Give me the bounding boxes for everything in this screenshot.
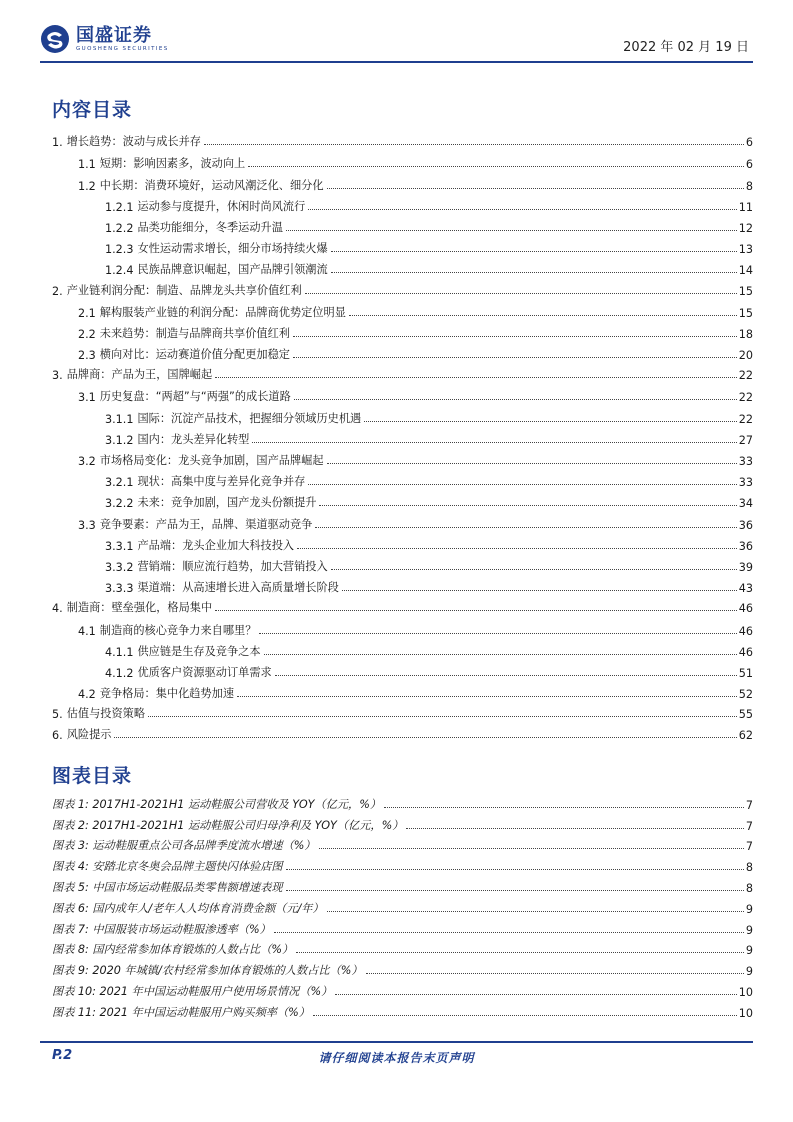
toc-entry[interactable] [52, 447, 753, 468]
toc-entry-label: 未来趋势：制造与品牌商共享价值红利 [99, 326, 290, 340]
toc-entry-label: 历史复盘：“两超”与“两强”的成长道路 [99, 390, 291, 404]
dot-leader [305, 293, 737, 294]
toc-entry-page: 18 [738, 327, 753, 341]
toc-entry-page: 46 [738, 645, 753, 659]
report-date: 2022 年 02 月 19 日 [623, 40, 749, 55]
toc-entry-page: 6 [745, 158, 753, 172]
toc-entry-page: 34 [738, 497, 753, 511]
toc-entry-number: 2.1 [78, 306, 96, 320]
dot-leader [327, 463, 737, 464]
toc-entry-label: 估值与投资策略 [66, 707, 146, 721]
toc-entry-number: 3. [52, 369, 63, 383]
toc-entry-page: 36 [738, 539, 753, 553]
toc-entry[interactable] [52, 299, 753, 320]
figure-list [52, 791, 753, 1020]
toc-entry-number: 4.1.1 [105, 645, 134, 659]
toc-entry[interactable] [52, 214, 753, 235]
toc-entry-label: 竞争格局：集中化趋势加速 [99, 687, 235, 701]
toc-entry[interactable] [52, 320, 753, 341]
toc-entry-label: 竞争要素：产品为王，品牌、渠道驱动竞争 [99, 517, 313, 531]
dot-leader [286, 869, 744, 870]
figure-entry-page: 9 [745, 902, 753, 916]
toc-entry-page: 46 [738, 602, 753, 616]
toc-entry[interactable] [52, 256, 753, 277]
figure-entry[interactable] [52, 916, 753, 937]
figure-entry-label: 图表 7: 中国服装市场运动鞋服渗透率（%） [52, 922, 271, 936]
toc-entry-label: 市场格局变化：龙头竞争加剧，国产品牌崛起 [99, 454, 324, 467]
toc-entry-page: 46 [738, 624, 753, 638]
toc-entry-label: 短期：影响因素多，波动向上 [99, 157, 246, 171]
figure-entry-label: 图表 8: 国内经常参加体育锻炼的人数占比（%） [52, 943, 294, 957]
toc-entry-label: 品类功能细分，冬季运动升温 [137, 220, 283, 234]
dot-leader [331, 569, 737, 570]
toc-entry[interactable] [52, 129, 753, 150]
dot-leader [366, 973, 744, 974]
toc-entry-number: 4.1 [78, 624, 96, 638]
figure-entry[interactable] [52, 895, 753, 916]
dot-leader [327, 188, 744, 189]
toc-entry-number: 1.2.4 [105, 264, 134, 278]
toc-entry-number: 3.2.1 [105, 476, 134, 490]
figure-entry-page: 7 [745, 798, 753, 812]
toc-entry-label: 营销端：顺应流行趋势，加大营销投入 [137, 559, 328, 573]
toc-entry-number: 2. [52, 284, 63, 298]
toc-entry-page: 11 [738, 200, 753, 214]
toc-entry-number: 4.2 [78, 688, 96, 702]
toc-entry-page: 22 [738, 369, 753, 383]
toc-entry-page: 22 [738, 391, 753, 405]
toc-entry-page: 55 [738, 708, 753, 722]
toc-entry-page: 33 [738, 476, 753, 490]
dot-leader [264, 654, 737, 655]
toc-entry-page: 13 [738, 243, 753, 257]
toc-entry-page: 33 [738, 455, 753, 468]
figure-entry-label: 图表 11: 2021 年中国运动鞋服用户购买频率（%） [52, 1005, 310, 1019]
dot-leader [215, 377, 737, 378]
dot-leader [252, 442, 736, 443]
dot-leader [114, 737, 736, 738]
dot-leader [274, 932, 744, 933]
figure-entry-page: 10 [738, 985, 753, 999]
page-number: P.2 [52, 1048, 73, 1063]
toc-entry[interactable] [52, 489, 753, 510]
toc-entry-number: 1.2.2 [105, 221, 134, 235]
toc-entry-page: 20 [738, 349, 753, 363]
figure-entry-label: 图表 3: 运动鞋服重点公司各品牌季度流水增速（%） [52, 839, 316, 853]
toc-entry-number: 3.2 [78, 455, 96, 468]
figure-entry[interactable] [52, 853, 753, 874]
dot-leader [294, 399, 737, 400]
toc-entry[interactable] [52, 341, 753, 362]
dot-leader [349, 315, 737, 316]
toc-entry-page: 51 [738, 666, 753, 680]
figure-entry-label: 图表 6: 国内成年人/老年人人均体育消费金额（元/年） [52, 901, 324, 915]
toc-entry-label: 运动参与度提升，休闲时尚风流行 [137, 199, 306, 213]
toc-entry-page: 12 [738, 221, 753, 235]
dot-leader [296, 952, 744, 953]
toc-entry-label: 国内：龙头差异化转型 [137, 432, 250, 446]
toc-entry-number: 3.3.1 [105, 539, 134, 553]
toc-entry[interactable] [52, 616, 753, 637]
guosheng-logo-icon [40, 24, 70, 54]
toc-entry[interactable] [52, 468, 753, 489]
toc-entry-number: 3.2.2 [105, 497, 134, 511]
dot-leader [319, 505, 736, 506]
figure-entry-page: 9 [745, 944, 753, 958]
dot-leader [342, 590, 737, 591]
dot-leader [275, 675, 737, 676]
page-header [0, 0, 793, 70]
figure-entry-label: 图表 2: 2017H1-2021H1 运动鞋服公司归母净利及 YOY（亿元，%） [52, 818, 404, 832]
header-divider [40, 61, 753, 63]
toc-entry[interactable] [52, 510, 753, 531]
figure-entry[interactable] [52, 812, 753, 833]
toc-entry-label: 未来：竞争加剧，国产龙头份额提升 [137, 496, 317, 510]
toc-entry-page: 52 [738, 688, 753, 702]
toc-entry[interactable] [52, 680, 753, 701]
toc-entry[interactable] [52, 404, 753, 425]
toc-entry-number: 1. [52, 136, 63, 150]
toc-entry-page: 15 [738, 306, 753, 320]
toc-entry-label: 产品端：龙头企业加大科技投入 [137, 538, 295, 552]
toc-entry-number: 1.1 [78, 158, 96, 172]
figure-list-title: 图表目录 [52, 765, 133, 787]
footer-disclaimer: 请仔细阅读本报告末页声明 [318, 1051, 475, 1065]
dot-leader [331, 251, 737, 252]
toc-entry-page: 43 [738, 582, 753, 596]
toc-entry[interactable] [52, 574, 753, 595]
dot-leader [286, 890, 744, 891]
toc-entry-number: 3.1 [78, 391, 96, 405]
toc-entry-label: 制造商：壁垒强化，格局集中 [66, 601, 213, 615]
figure-entry[interactable] [52, 999, 753, 1020]
dot-leader [308, 209, 736, 210]
dot-leader [237, 696, 737, 697]
figure-entry-label: 图表 5: 中国市场运动鞋服品类零售额增速表现 [52, 880, 283, 894]
dot-leader [293, 357, 737, 358]
brand-name-en: GUOSHENG SECURITIES [76, 45, 169, 52]
toc-entry[interactable] [52, 722, 753, 743]
toc-entry[interactable] [52, 171, 753, 192]
figure-entry-label: 图表 4: 安踏北京冬奥会品牌主题快闪体验店图 [52, 860, 283, 874]
toc-entry-label: 风险提示 [66, 728, 112, 742]
dot-leader [406, 828, 743, 829]
figure-entry-page: 7 [745, 840, 753, 854]
dot-leader [308, 484, 736, 485]
toc-entry-label: 女性运动需求增长，细分市场持续火爆 [137, 242, 328, 256]
toc-entry[interactable] [52, 362, 753, 383]
dot-leader [364, 421, 737, 422]
dot-leader [327, 911, 744, 912]
toc-entry-label: 产业链利润分配：制造、品牌龙头共享价值红利 [66, 283, 302, 297]
toc-entry-label: 现状：高集中度与差异化竞争并存 [137, 475, 306, 489]
toc-entry-number: 3.3 [78, 518, 96, 532]
figure-entry-label: 图表 9: 2020 年城镇/农村经常参加体育锻炼的人数占比（%） [52, 964, 363, 978]
toc-entry-number: 4. [52, 602, 63, 616]
toc-entry[interactable] [52, 659, 753, 680]
toc-entry-number: 3.3.3 [105, 582, 134, 596]
figure-entry-page: 9 [745, 965, 753, 979]
toc-entry[interactable] [52, 277, 753, 298]
figure-entry-label: 图表 10: 2021 年中国运动鞋服用户使用场景情况（%） [52, 984, 333, 998]
dot-leader [215, 610, 737, 611]
toc-entry-label: 供应链是生存及竞争之本 [137, 644, 261, 658]
toc-entry[interactable] [52, 638, 753, 659]
figure-entry-page: 8 [745, 881, 753, 895]
figure-entry-page: 8 [745, 861, 753, 875]
toc-entry-number: 3.3.2 [105, 560, 134, 574]
dot-leader [331, 272, 737, 273]
toc-entry-page: 15 [738, 284, 753, 298]
toc-entry-label: 中长期：消费环境好，运动风潮泛化、细分化 [99, 178, 324, 192]
dot-leader [313, 1015, 737, 1016]
toc-entry-number: 1.2 [78, 179, 96, 193]
toc-entry-label: 制造商的核心竞争力来自哪里？ [99, 623, 257, 637]
toc-entry[interactable] [52, 150, 753, 171]
toc-entry-page: 14 [738, 264, 753, 278]
toc-entry-number: 3.1.1 [105, 412, 134, 426]
toc-entry-page: 22 [738, 412, 753, 426]
toc-entry-page: 39 [738, 560, 753, 574]
toc-entry-label: 民族品牌意识崛起，国产品牌引领潮流 [137, 263, 328, 277]
toc-entry[interactable] [52, 595, 753, 616]
toc-entry[interactable] [52, 426, 753, 447]
dot-leader [297, 548, 737, 549]
figure-entry-label: 图表 1: 2017H1-2021H1 运动鞋服公司营收及 YOY（亿元，%） [52, 797, 382, 811]
toc-entry-label: 品牌商：产品为王，国牌崛起 [66, 368, 213, 382]
dot-leader [319, 848, 744, 849]
toc-entry-label: 优质客户资源驱动订单需求 [137, 665, 272, 679]
toc-entry[interactable] [52, 383, 753, 404]
toc-entry-page: 8 [745, 179, 753, 193]
dot-leader [248, 166, 744, 167]
toc-entry[interactable] [52, 193, 753, 214]
toc-entry[interactable] [52, 235, 753, 256]
dot-leader [148, 716, 737, 717]
figure-entry[interactable] [52, 833, 753, 854]
toc-entry-number: 3.1.2 [105, 433, 134, 447]
toc-entry-number: 2.3 [78, 349, 96, 363]
dot-leader [335, 994, 736, 995]
toc-entry-page: 62 [738, 729, 753, 743]
figure-entry[interactable] [52, 957, 753, 978]
dot-leader [293, 336, 737, 337]
toc-entry-number: 6. [52, 729, 63, 743]
toc-entry[interactable] [52, 553, 753, 574]
figure-entry[interactable] [52, 937, 753, 958]
toc-entry-label: 解构服装产业链的利润分配：品牌商优势定位明显 [99, 305, 346, 319]
toc-entry-number: 1.2.1 [105, 200, 134, 214]
dot-leader [286, 230, 737, 231]
figure-entry-page: 10 [738, 1006, 753, 1020]
brand-name-cn: 国盛证券 [76, 24, 152, 46]
toc-title: 内容目录 [52, 99, 133, 121]
figure-entry[interactable] [52, 978, 753, 999]
toc-entry-number: 5. [52, 708, 63, 722]
toc-entry-number: 1.2.3 [105, 243, 134, 257]
toc-entry-label: 增长趋势：波动与成长并存 [66, 135, 201, 149]
footer-divider [40, 1041, 753, 1043]
figure-entry[interactable] [52, 874, 753, 895]
toc-entry-page: 6 [745, 136, 753, 150]
toc-entry-label: 渠道端：从高速增长进入高质量增长阶段 [137, 581, 339, 595]
toc-entry-number: 4.1.2 [105, 666, 134, 680]
dot-leader [204, 144, 744, 145]
toc-entry-number: 2.2 [78, 327, 96, 341]
brand-logo [40, 24, 169, 54]
toc-entry-label: 国际：沉淀产品技术，把握细分领域历史机遇 [137, 411, 362, 425]
figure-entry[interactable] [52, 791, 753, 812]
toc-entry[interactable] [52, 532, 753, 553]
toc-entry-label: 横向对比：运动赛道价值分配更加稳定 [99, 348, 290, 362]
toc-entry[interactable] [52, 701, 753, 722]
table-of-contents [52, 129, 753, 743]
toc-entry-page: 27 [738, 433, 753, 447]
dot-leader [259, 633, 736, 634]
dot-leader [315, 527, 736, 528]
dot-leader [384, 807, 744, 808]
figure-entry-page: 7 [745, 819, 753, 833]
toc-entry-page: 36 [738, 518, 753, 532]
figure-entry-page: 9 [745, 923, 753, 937]
